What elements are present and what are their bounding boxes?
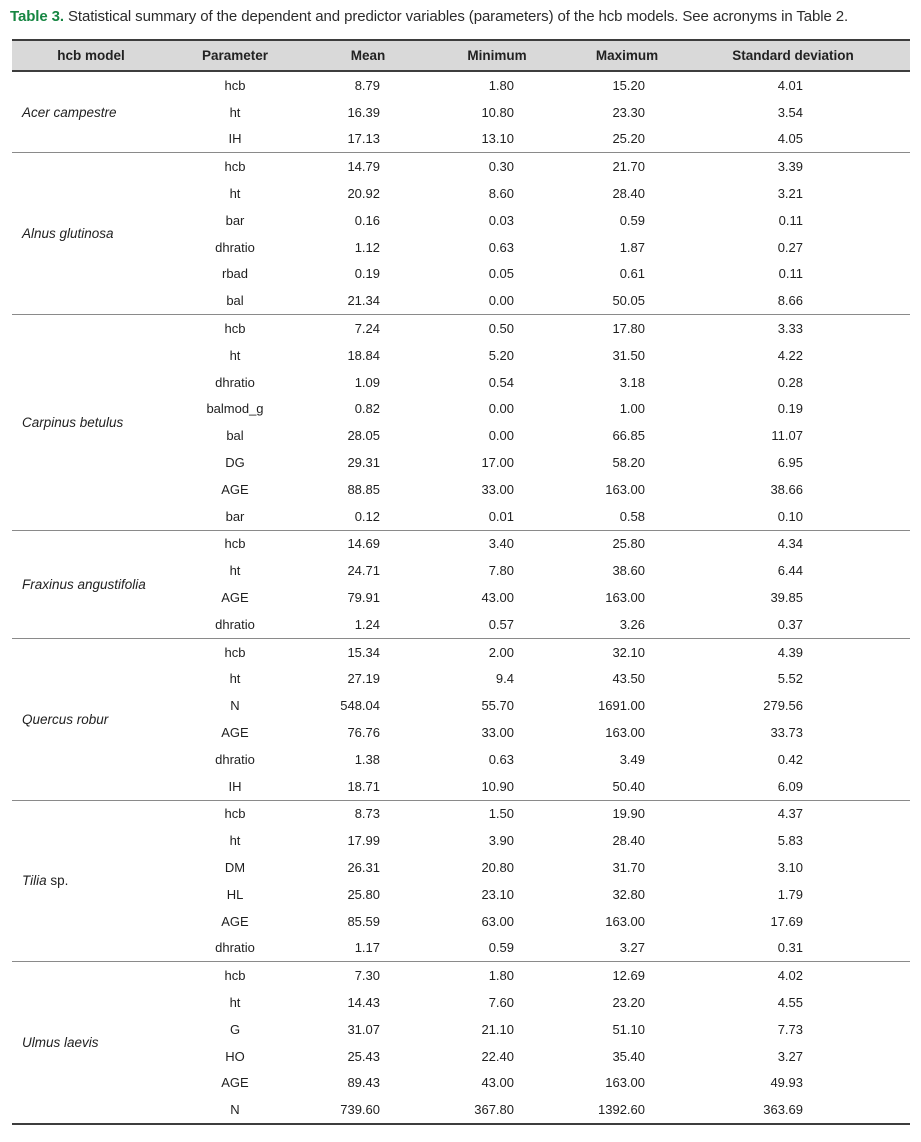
maximum-value: 17.80 — [612, 321, 645, 337]
parameter-cell: hcb — [224, 536, 246, 552]
mean-value: 25.80 — [347, 886, 380, 902]
maximum-value: 12.69 — [612, 968, 645, 984]
minimum-value: 0.00 — [488, 428, 514, 444]
maximum-value: 1392.60 — [598, 1102, 645, 1118]
mean-value: 0.16 — [354, 212, 380, 228]
standard-deviation-value: 6.44 — [777, 563, 803, 579]
maximum-value: 0.58 — [619, 508, 645, 524]
mean-value: 7.24 — [354, 321, 380, 337]
species-name-suffix: sp. — [46, 873, 69, 889]
statistics-table — [12, 39, 910, 1125]
parameter-cell: dhratio — [215, 616, 255, 632]
mean-value: 1.17 — [354, 940, 380, 956]
standard-deviation-value: 4.05 — [777, 131, 803, 147]
column-header-standard-deviation: Standard deviation — [700, 40, 910, 71]
mean-value: 85.59 — [347, 913, 380, 929]
mean-value: 79.91 — [347, 590, 380, 606]
maximum-value: 163.00 — [605, 481, 645, 497]
parameter-cell: bar — [225, 508, 245, 524]
standard-deviation-value: 4.22 — [777, 347, 803, 363]
parameter-cell: dhratio — [215, 940, 255, 956]
parameter-cell: AGE — [221, 725, 249, 741]
mean-value: 16.39 — [347, 104, 380, 120]
standard-deviation-value: 4.39 — [777, 644, 803, 660]
minimum-value: 1.80 — [488, 968, 514, 984]
standard-deviation-value: 0.28 — [777, 374, 803, 390]
maximum-value: 19.90 — [612, 806, 645, 822]
parameter-cell: hcb — [224, 806, 246, 822]
parameter-cell: ht — [229, 563, 241, 579]
standard-deviation-value: 363.69 — [763, 1102, 803, 1118]
table-row — [12, 71, 910, 99]
maximum-value: 43.50 — [612, 671, 645, 687]
parameter-cell: dhratio — [215, 751, 255, 767]
maximum-value: 3.26 — [619, 616, 645, 632]
standard-deviation-value: 5.52 — [777, 671, 803, 687]
table-caption-text: Statistical summary of the dependent and predictor variables (parameters) of the hcb models. See acronyms in Table 2. — [63, 8, 849, 25]
minimum-value: 20.80 — [481, 860, 514, 875]
species-name-italic: Carpinus betulus — [22, 414, 124, 430]
standard-deviation-value: 39.85 — [770, 590, 803, 606]
maximum-value: 38.60 — [612, 563, 645, 579]
parameter-cell: N — [230, 698, 240, 714]
standard-deviation-value: 7.73 — [777, 1021, 803, 1037]
mean-value: 31.07 — [347, 1021, 380, 1037]
maximum-value: 1.00 — [619, 401, 645, 417]
mean-value: 15.34 — [347, 644, 380, 660]
minimum-value: 1.50 — [488, 806, 514, 822]
minimum-value: 0.00 — [488, 401, 514, 417]
minimum-value: 10.80 — [481, 104, 514, 120]
maximum-value: 50.05 — [612, 293, 645, 309]
parameter-cell: bar — [225, 212, 245, 228]
mean-value: 27.19 — [347, 671, 380, 687]
table-row — [12, 315, 910, 342]
mean-value: 0.19 — [354, 266, 380, 282]
parameter-cell: ht — [229, 104, 241, 120]
parameter-cell: IH — [228, 131, 242, 147]
maximum-value: 31.70 — [612, 860, 645, 875]
standard-deviation-value: 0.37 — [777, 616, 803, 632]
standard-deviation-value: 3.33 — [777, 321, 803, 337]
maximum-value: 28.40 — [612, 186, 645, 202]
mean-value: 739.60 — [340, 1102, 380, 1118]
maximum-value: 25.20 — [612, 131, 645, 147]
minimum-value: 0.59 — [488, 940, 514, 956]
mean-value: 88.85 — [347, 481, 380, 497]
minimum-value: 0.03 — [488, 212, 514, 228]
mean-value: 1.38 — [354, 751, 380, 767]
standard-deviation-value: 0.42 — [777, 751, 803, 767]
parameter-cell: bal — [226, 293, 244, 309]
mean-value: 25.43 — [347, 1048, 380, 1064]
parameter-cell: hcb — [224, 321, 246, 337]
minimum-value: 33.00 — [481, 725, 514, 741]
maximum-value: 32.10 — [612, 644, 645, 660]
maximum-value: 50.40 — [612, 778, 645, 794]
parameter-cell: DG — [225, 455, 245, 471]
minimum-value: 9.4 — [495, 671, 514, 687]
species-name — [12, 962, 170, 1124]
species-name-italic: Tilia — [22, 873, 47, 889]
parameter-cell: hcb — [224, 77, 246, 93]
standard-deviation-value: 4.02 — [777, 968, 803, 984]
mean-value: 21.34 — [347, 293, 380, 309]
maximum-value: 163.00 — [605, 913, 645, 929]
standard-deviation-value: 3.27 — [777, 1048, 803, 1064]
maximum-value: 32.80 — [612, 886, 645, 902]
maximum-value: 163.00 — [605, 725, 645, 741]
standard-deviation-value: 5.83 — [777, 833, 803, 849]
parameter-cell: hcb — [224, 159, 246, 175]
minimum-value: 13.10 — [481, 131, 514, 147]
minimum-value: 0.50 — [488, 321, 514, 337]
parameter-cell: HL — [226, 886, 244, 902]
mean-value: 14.79 — [347, 159, 380, 175]
species-group-carpinus-betulus — [12, 315, 910, 530]
maximum-value: 3.49 — [619, 751, 645, 767]
column-header-parameter: Parameter — [170, 40, 300, 71]
standard-deviation-value: 33.73 — [770, 725, 803, 741]
standard-deviation-value: 6.09 — [777, 778, 803, 794]
maximum-value: 31.50 — [612, 347, 645, 363]
maximum-value: 163.00 — [605, 1075, 645, 1091]
species-name — [12, 315, 170, 530]
standard-deviation-value: 6.95 — [777, 455, 803, 471]
maximum-value: 0.59 — [619, 212, 645, 228]
standard-deviation-value: 49.93 — [770, 1075, 803, 1091]
mean-value: 1.24 — [354, 616, 380, 632]
parameter-cell: bal — [226, 428, 244, 444]
minimum-value: 0.63 — [488, 751, 514, 767]
table-caption — [10, 7, 921, 27]
parameter-cell: ht — [229, 347, 241, 363]
table-row — [12, 800, 910, 827]
mean-value: 17.13 — [347, 131, 380, 147]
mean-value: 8.73 — [354, 806, 380, 822]
minimum-value: 17.00 — [481, 455, 514, 471]
species-name-italic: Fraxinus angustifolia — [22, 576, 146, 592]
mean-value: 18.84 — [347, 347, 380, 363]
minimum-value: 8.60 — [488, 186, 514, 202]
parameter-cell: AGE — [221, 481, 249, 497]
standard-deviation-value: 3.10 — [777, 860, 803, 875]
maximum-value: 23.20 — [612, 994, 645, 1010]
parameter-cell: ht — [229, 833, 241, 849]
standard-deviation-value: 38.66 — [770, 481, 803, 497]
mean-value: 548.04 — [340, 698, 380, 714]
table-header — [12, 40, 910, 71]
minimum-value: 7.80 — [488, 563, 514, 579]
parameter-cell: ht — [229, 994, 241, 1010]
parameter-cell: N — [230, 1102, 240, 1118]
minimum-value: 33.00 — [481, 481, 514, 497]
minimum-value: 3.90 — [488, 833, 514, 849]
parameter-cell: dhratio — [215, 239, 255, 255]
minimum-value: 63.00 — [481, 913, 514, 929]
minimum-value: 10.90 — [481, 778, 514, 794]
maximum-value: 3.27 — [619, 940, 645, 956]
maximum-value: 28.40 — [612, 833, 645, 849]
minimum-value: 22.40 — [481, 1048, 514, 1064]
maximum-value: 25.80 — [612, 536, 645, 552]
standard-deviation-value: 0.11 — [778, 212, 803, 228]
minimum-value: 43.00 — [481, 1075, 514, 1091]
standard-deviation-value: 3.21 — [777, 186, 803, 202]
mean-value: 24.71 — [347, 563, 380, 579]
species-group-fraxinus-angustifolia — [12, 530, 910, 638]
maximum-value: 1.87 — [619, 239, 645, 255]
minimum-value: 1.80 — [488, 77, 514, 93]
maximum-value: 1691.00 — [598, 698, 645, 714]
standard-deviation-value: 0.31 — [777, 940, 803, 956]
parameter-cell: AGE — [221, 1075, 249, 1091]
standard-deviation-value: 3.39 — [777, 159, 803, 175]
species-name-italic: Ulmus laevis — [22, 1035, 99, 1051]
column-header-mean: Mean — [300, 40, 440, 71]
standard-deviation-value: 4.55 — [777, 994, 803, 1010]
minimum-value: 55.70 — [481, 698, 514, 714]
parameter-cell: balmod_g — [206, 401, 264, 417]
standard-deviation-value: 11.07 — [771, 428, 803, 444]
species-name — [12, 153, 170, 315]
minimum-value: 43.00 — [481, 590, 514, 606]
mean-value: 20.92 — [347, 186, 380, 202]
mean-value: 0.12 — [354, 508, 380, 524]
mean-value: 8.79 — [354, 77, 380, 93]
column-header-minimum: Minimum — [440, 40, 570, 71]
parameter-cell: hcb — [224, 644, 246, 660]
maximum-value: 51.10 — [612, 1021, 645, 1037]
parameter-cell: ht — [229, 186, 241, 202]
column-header-maximum: Maximum — [570, 40, 700, 71]
minimum-value: 367.80 — [474, 1102, 514, 1118]
species-group-acer-campestre — [12, 71, 910, 153]
maximum-value: 0.61 — [619, 266, 645, 282]
mean-value: 14.43 — [347, 994, 380, 1010]
standard-deviation-value: 3.54 — [777, 104, 803, 120]
mean-value: 89.43 — [347, 1075, 380, 1091]
species-name-italic: Quercus robur — [22, 711, 109, 727]
mean-value: 1.09 — [354, 374, 380, 390]
parameter-cell: G — [229, 1021, 241, 1037]
minimum-value: 21.10 — [481, 1021, 514, 1037]
table-row — [12, 638, 910, 665]
column-header-hcb-model: hcb model — [12, 40, 170, 71]
standard-deviation-value: 0.19 — [777, 401, 803, 417]
standard-deviation-value: 4.01 — [777, 77, 803, 93]
parameter-cell: hcb — [224, 968, 246, 984]
mean-value: 18.71 — [347, 778, 380, 794]
species-name-italic: Acer campestre — [22, 104, 117, 120]
mean-value: 28.05 — [347, 428, 380, 444]
table-caption-label: Table 3. — [10, 8, 64, 25]
minimum-value: 0.63 — [488, 239, 514, 255]
standard-deviation-value: 4.37 — [777, 806, 803, 822]
species-name — [12, 800, 170, 962]
standard-deviation-value: 8.66 — [777, 293, 803, 309]
table-row — [12, 153, 910, 180]
species-name-italic: Alnus glutinosa — [22, 226, 114, 242]
mean-value: 0.82 — [354, 401, 380, 417]
parameter-cell: AGE — [221, 590, 249, 606]
parameter-cell: rbad — [221, 266, 249, 282]
maximum-value: 3.18 — [619, 374, 645, 390]
standard-deviation-value: 0.10 — [777, 508, 803, 524]
mean-value: 1.12 — [354, 239, 380, 255]
minimum-value: 0.00 — [488, 293, 514, 309]
mean-value: 7.30 — [354, 968, 380, 984]
species-name — [12, 530, 170, 638]
parameter-cell: AGE — [221, 913, 249, 929]
species-name — [12, 638, 170, 800]
minimum-value: 7.60 — [488, 994, 514, 1010]
mean-value: 17.99 — [347, 833, 380, 849]
minimum-value: 2.00 — [488, 644, 514, 660]
standard-deviation-value: 4.34 — [777, 536, 803, 552]
maximum-value: 58.20 — [612, 455, 645, 471]
maximum-value: 21.70 — [612, 159, 645, 175]
minimum-value: 5.20 — [488, 347, 514, 363]
maximum-value: 23.30 — [612, 104, 645, 120]
mean-value: 76.76 — [347, 725, 380, 741]
header-row — [12, 40, 910, 71]
species-group-quercus-robur — [12, 638, 910, 800]
minimum-value: 23.10 — [481, 886, 514, 902]
minimum-value: 0.01 — [488, 508, 514, 524]
parameter-cell: HO — [225, 1048, 245, 1064]
mean-value: 14.69 — [347, 536, 380, 552]
maximum-value: 66.85 — [612, 428, 645, 444]
maximum-value: 15.20 — [612, 77, 645, 93]
standard-deviation-value: 1.79 — [777, 886, 803, 902]
maximum-value: 163.00 — [605, 590, 645, 606]
parameter-cell: DM — [224, 860, 246, 875]
minimum-value: 0.05 — [488, 266, 514, 282]
minimum-value: 0.57 — [488, 616, 514, 632]
species-name — [12, 71, 170, 153]
mean-value: 29.31 — [347, 455, 380, 471]
maximum-value: 35.40 — [612, 1048, 645, 1064]
parameter-cell: ht — [229, 671, 241, 687]
table-row — [12, 530, 910, 557]
minimum-value: 0.30 — [488, 159, 514, 175]
standard-deviation-value: 279.56 — [763, 698, 803, 714]
standard-deviation-value: 0.11 — [778, 266, 803, 282]
standard-deviation-value: 0.27 — [777, 239, 803, 255]
species-group-alnus-glutinosa — [12, 153, 910, 315]
species-group-tilia — [12, 800, 910, 962]
mean-value: 26.31 — [347, 860, 380, 875]
parameter-cell: dhratio — [215, 374, 255, 390]
standard-deviation-value: 17.69 — [770, 913, 803, 929]
species-group-ulmus-laevis — [12, 962, 910, 1124]
parameter-cell: IH — [228, 778, 242, 794]
minimum-value: 3.40 — [488, 536, 514, 552]
minimum-value: 0.54 — [488, 374, 514, 390]
table-row — [12, 962, 910, 989]
